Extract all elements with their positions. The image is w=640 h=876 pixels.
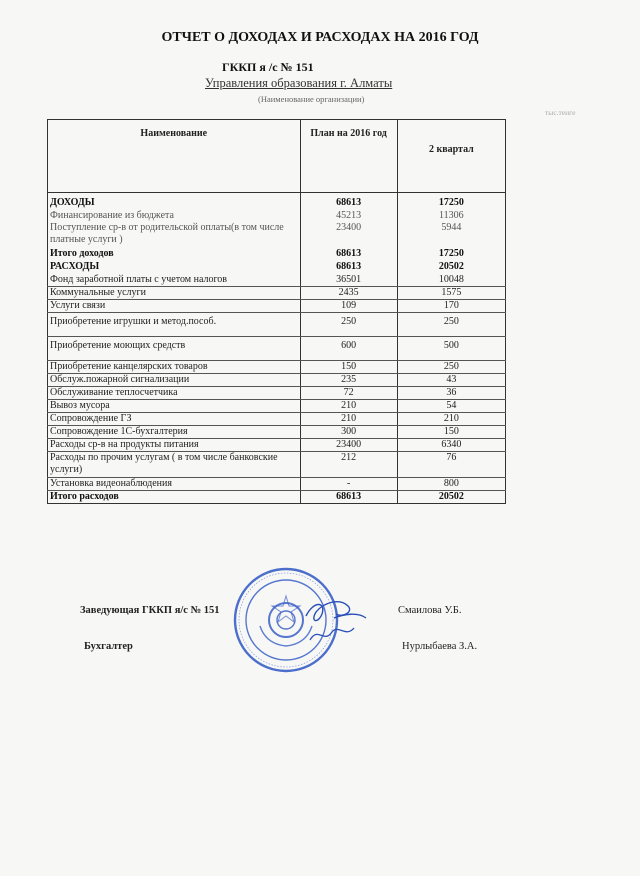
row-plan: 210 (300, 400, 397, 413)
row-q2: 1575 (397, 287, 505, 300)
row-q2: 10048 (397, 274, 505, 287)
row-plan: 2435 (300, 287, 397, 300)
header-q2: 2 квартал (397, 120, 505, 193)
row-plan: 68613 (300, 193, 397, 210)
row-q2: 6340 (397, 439, 505, 452)
row-name: ДОХОДЫ (48, 193, 301, 210)
income-expense-table (47, 119, 506, 504)
table-row (48, 413, 506, 426)
row-q2: 800 (397, 478, 505, 491)
head-role: Заведующая ГККП я/с № 151 (80, 605, 220, 616)
row-name: Сопровождение 1С-бухгалтерия (48, 426, 301, 439)
row-name: Приобретение игрушки и метод.пособ. (48, 313, 301, 337)
row-q2: 250 (397, 361, 505, 374)
table-row (48, 478, 506, 491)
table-row (48, 426, 506, 439)
row-name: Поступление ср-в от родительской оплаты(в том числе платные услуги ) (48, 222, 301, 248)
table-row (48, 387, 506, 400)
row-plan: 150 (300, 361, 397, 374)
report-title: ОТЧЕТ О ДОХОДАХ И РАСХОДАХ НА 2016 ГОД (161, 30, 479, 45)
head-name: Смаилова У.Б. (398, 605, 462, 616)
table-row (48, 210, 506, 222)
row-plan: 210 (300, 413, 397, 426)
row-plan: 212 (300, 452, 397, 478)
row-q2: 210 (397, 413, 505, 426)
row-plan: 68613 (300, 491, 397, 504)
row-name: Итого расходов (48, 491, 301, 504)
header-plan: План на 2016 год (300, 120, 397, 193)
table-row (48, 439, 506, 452)
row-plan: 36501 (300, 274, 397, 287)
row-q2: 250 (397, 313, 505, 337)
table-row (48, 274, 506, 287)
organization-name: ГККП я /с № 151 (222, 60, 314, 74)
table-row (48, 452, 506, 478)
row-name: Услуги связи (48, 300, 301, 313)
table-row (48, 400, 506, 413)
row-plan: 235 (300, 374, 397, 387)
table-row (48, 337, 506, 361)
row-name: Итого доходов (48, 248, 301, 261)
table-row (48, 300, 506, 313)
row-q2: 54 (397, 400, 505, 413)
row-plan: 72 (300, 387, 397, 400)
table-row (48, 248, 506, 261)
row-plan: 23400 (300, 222, 397, 248)
row-name: Расходы ср-в на продукты питания (48, 439, 301, 452)
row-plan: 250 (300, 313, 397, 337)
table-row (48, 261, 506, 274)
row-q2: 20502 (397, 491, 505, 504)
row-name: Приобретение моющих средств (48, 337, 301, 361)
row-q2: 170 (397, 300, 505, 313)
table-row (48, 222, 506, 248)
row-name: Установка видеонаблюдения (48, 478, 301, 491)
row-q2: 500 (397, 337, 505, 361)
row-name: Сопровождение ГЗ (48, 413, 301, 426)
row-name: Обслуж.пожарной сигнализации (48, 374, 301, 387)
table-row (48, 374, 506, 387)
table-row (48, 287, 506, 300)
row-name: Расходы по прочим услугам ( в том числе банковские услуги) (48, 452, 301, 478)
organization-department: Управления образования г. Алматы (205, 76, 393, 90)
row-plan: 68613 (300, 261, 397, 274)
row-q2: 17250 (397, 193, 505, 210)
row-q2: 20502 (397, 261, 505, 274)
row-name: Финансирование из бюджета (48, 210, 301, 222)
director-signature (300, 596, 370, 648)
row-plan: 300 (300, 426, 397, 439)
header-name: Наименование (48, 120, 301, 193)
row-name: Коммунальные услуги (48, 287, 301, 300)
organization-note: (Наименование организации) (258, 94, 365, 104)
row-q2: 11306 (397, 210, 505, 222)
row-plan: 68613 (300, 248, 397, 261)
row-q2: 43 (397, 374, 505, 387)
units-label: тыс.тенге (545, 108, 576, 117)
row-plan: 109 (300, 300, 397, 313)
row-q2: 5944 (397, 222, 505, 248)
row-plan: - (300, 478, 397, 491)
row-name: Приобретение канцелярских товаров (48, 361, 301, 374)
row-name: РАСХОДЫ (48, 261, 301, 274)
row-q2: 150 (397, 426, 505, 439)
table-row (48, 193, 506, 210)
accountant-name: Нурлыбаева З.А. (402, 641, 478, 652)
row-q2: 36 (397, 387, 505, 400)
table-row (48, 491, 506, 504)
table-row (48, 313, 506, 337)
row-name: Фонд заработной платы с учетом налогов (48, 274, 301, 287)
row-plan: 23400 (300, 439, 397, 452)
row-plan: 45213 (300, 210, 397, 222)
row-q2: 17250 (397, 248, 505, 261)
row-name: Вывоз мусора (48, 400, 301, 413)
table-body (48, 193, 506, 504)
row-name: Обслуживание теплосчетчика (48, 387, 301, 400)
table-row (48, 361, 506, 374)
row-plan: 600 (300, 337, 397, 361)
accountant-role: Бухгалтер (84, 641, 133, 652)
row-q2: 76 (397, 452, 505, 478)
